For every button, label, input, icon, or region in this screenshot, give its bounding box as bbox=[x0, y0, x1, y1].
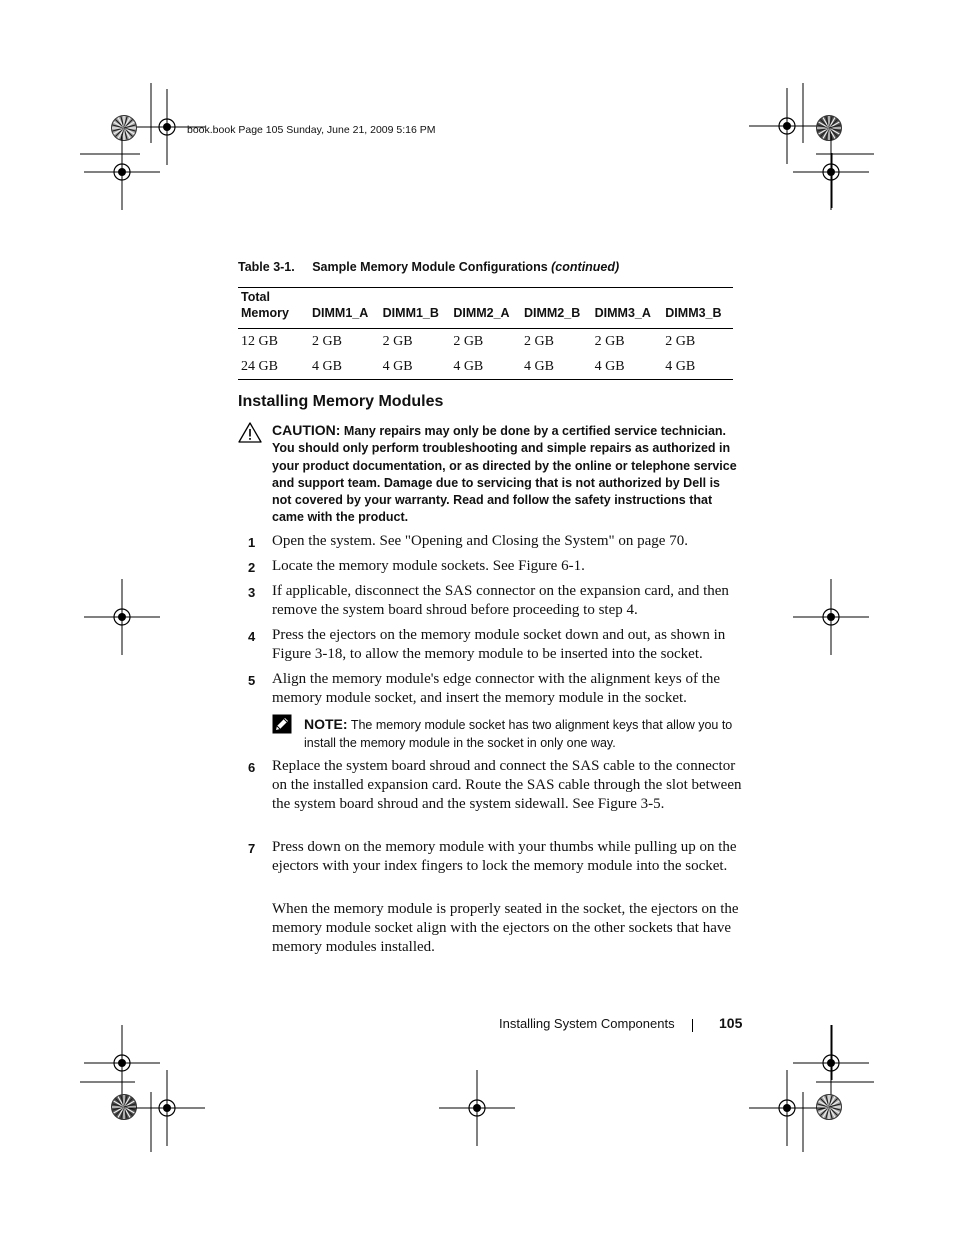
footer-separator bbox=[692, 1019, 693, 1032]
print-header-stamp: book.book Page 105 Sunday, June 21, 2009 5:16 PM bbox=[187, 124, 436, 136]
note-block bbox=[304, 715, 744, 752]
table-cell: 2 GB bbox=[662, 329, 733, 355]
table-title: Sample Memory Module Configurations bbox=[312, 260, 548, 274]
table-cell: 4 GB bbox=[594, 358, 625, 374]
table-number: Table 3-1. bbox=[238, 260, 295, 274]
caution-block bbox=[272, 422, 742, 527]
column-header: DIMM3_A bbox=[594, 306, 651, 320]
column-header: DIMM3_B bbox=[665, 306, 722, 320]
section-title: Installing Memory Modules bbox=[238, 393, 444, 410]
table-top-rule bbox=[238, 287, 733, 288]
step-number: 4 bbox=[248, 629, 256, 644]
column-header: DIMM1_B bbox=[382, 306, 439, 320]
table-bottom-rule bbox=[238, 379, 733, 380]
crop-mark bbox=[121, 153, 123, 208]
column-header: DIMM2_B bbox=[523, 306, 581, 320]
step-text: Open the system. See "Opening and Closing the System" on page 70. bbox=[272, 533, 688, 549]
memory-config-table bbox=[238, 289, 733, 379]
registration-mark-icon bbox=[439, 1070, 515, 1146]
step-number: 6 bbox=[248, 760, 256, 775]
step-number: 7 bbox=[248, 841, 256, 856]
step-text: Replace the system board shroud and connect the SAS cable to the connector on the installed expansion card. Route the SAS cable through the slot between the system board shroud and the system sidewall. See Figure 3-5. bbox=[272, 758, 742, 812]
step-number: 1 bbox=[248, 535, 256, 550]
crop-mark bbox=[150, 1092, 152, 1152]
caution-label: CAUTION: bbox=[272, 422, 341, 438]
table-cell: 2 GB bbox=[521, 329, 592, 355]
step-number: 2 bbox=[248, 560, 256, 575]
table-cell: 4 GB bbox=[665, 358, 696, 374]
table-cell: 2 GB bbox=[309, 329, 380, 355]
registration-mark-icon bbox=[129, 1070, 205, 1146]
note-text: The memory module socket has two alignment keys that allow you to install the memory module in the socket in only one way. bbox=[304, 718, 733, 750]
table-cell: 4 GB bbox=[453, 358, 484, 374]
step-number: 3 bbox=[248, 585, 256, 600]
registration-mark-icon bbox=[749, 1070, 825, 1146]
table-cell: 4 GB bbox=[523, 358, 554, 374]
caution-triangle-icon bbox=[238, 422, 262, 448]
step-text: If applicable, disconnect the SAS connector on the expansion card, and then remove the system board shroud before proceeding to step 4. bbox=[272, 583, 729, 618]
page-number: 105 bbox=[719, 1015, 743, 1031]
table-cell: 24 GB bbox=[241, 358, 278, 374]
registration-mark-icon bbox=[793, 579, 869, 655]
table-caption bbox=[238, 260, 619, 274]
table-cell: 4 GB bbox=[312, 358, 342, 374]
step-number: 5 bbox=[248, 673, 256, 688]
table-cell: 2 GB bbox=[450, 329, 521, 355]
crop-mark bbox=[831, 153, 833, 208]
table-cell: 2 GB bbox=[592, 329, 663, 355]
column-header: DIMM1_A bbox=[312, 306, 369, 320]
column-header-total-memory: Total Memory bbox=[241, 290, 289, 320]
closing-paragraph: When the memory module is properly seated in the socket, the ejectors on the memory module socket align with the ejectors on the other sockets that have memory modules installed. bbox=[272, 901, 739, 955]
table-row bbox=[238, 329, 733, 355]
step-text: Locate the memory module sockets. See Figure 6-1. bbox=[272, 558, 585, 574]
registration-mark-icon bbox=[84, 579, 160, 655]
crop-mark bbox=[831, 1025, 833, 1080]
table-continued-label: (continued) bbox=[551, 260, 620, 274]
footer-section-title: Installing System Components bbox=[499, 1016, 675, 1031]
crop-mark bbox=[802, 1092, 804, 1152]
table-row bbox=[238, 354, 733, 379]
step-text: Align the memory module's edge connector with the alignment keys of the memory module socket, and insert the memory module in the socket. bbox=[272, 671, 721, 706]
table-cell: 12 GB bbox=[238, 329, 309, 355]
table-cell: 2 GB bbox=[380, 329, 451, 355]
note-label: NOTE: bbox=[304, 716, 348, 732]
note-pencil-icon bbox=[272, 714, 292, 739]
step-text: Press down on the memory module with your thumbs while pulling up on the ejectors with your index fingers to lock the memory module into the socket. bbox=[272, 839, 737, 874]
crop-mark bbox=[121, 1025, 123, 1080]
caution-text: Many repairs may only be done by a certified service technician. You should only perform troubleshooting and simple repairs as authorized in your product documentation, or as directed by the online or telephone service and support team. Damage due to servicing that is not authorized by Dell is not covered by your warranty. Read and follow the safety instructions that came with the product. bbox=[272, 424, 737, 525]
step-text: Press the ejectors on the memory module socket down and out, as shown in Figure 3-18, to allow the memory module to be inserted into the socket. bbox=[272, 627, 726, 662]
crop-mark bbox=[80, 1081, 135, 1083]
table-cell: 4 GB bbox=[382, 358, 413, 374]
table-header-row bbox=[238, 289, 733, 329]
column-header: DIMM2_A bbox=[453, 306, 510, 320]
